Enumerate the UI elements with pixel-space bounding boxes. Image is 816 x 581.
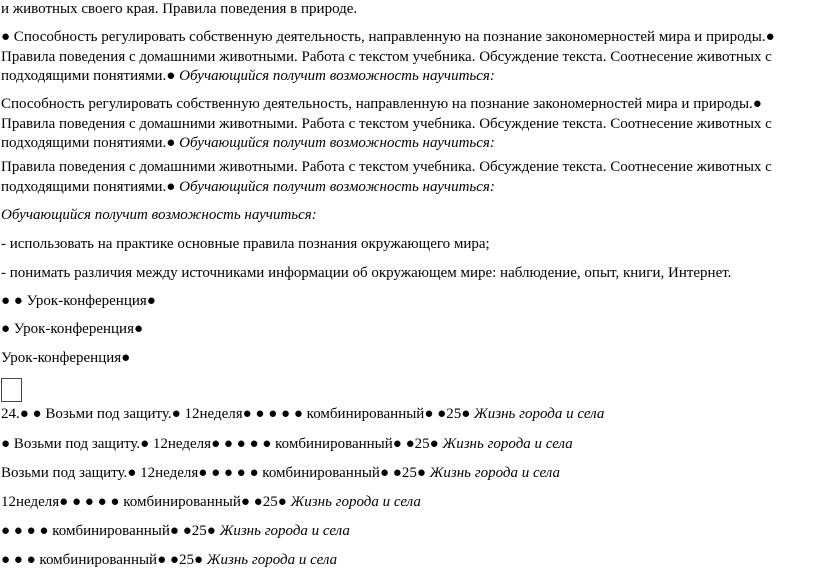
text-run: ● ● Урок-конференция●	[1, 293, 156, 309]
text-line	[1, 551, 813, 571]
text-run: ● Способность регулировать собственную деятельность, направленную на познание закономерностей мира и природы.● Правила поведения с домашними животными. Работа с текстом учебника. Обсуждение текста. Соотнесение животных с подходящими понятиями.●	[1, 29, 775, 84]
italic-run: Жизнь города и села	[442, 436, 573, 452]
text-line	[1, 435, 813, 455]
list-item	[1, 235, 813, 255]
italic-run: Жизнь города и села	[206, 552, 338, 568]
italic-run: Жизнь города и села	[290, 494, 421, 510]
paragraph	[1, 158, 813, 197]
text-run: ● ● ● ● комбинированный● ●25●	[1, 523, 220, 539]
text-run: - понимать различия между источниками информации об окружающем мире: наблюдение, опыт, книги, Интернет.	[1, 265, 732, 281]
text-run: - использовать на практике основные правила познания окружающего мира;	[1, 236, 490, 252]
italic-run: Обучающийся получит возможность научиться:	[179, 68, 495, 84]
text-line	[1, 405, 813, 425]
text-line	[1, 493, 813, 513]
text-line	[1, 320, 813, 340]
text-run: ● Урок-конференция●	[1, 321, 144, 337]
italic-run: Обучающийся получит возможность научиться:	[1, 207, 317, 223]
list-item	[1, 264, 813, 284]
italic-run: Жизнь города и села	[219, 523, 350, 539]
paragraph	[1, 206, 813, 226]
text-line	[1, 292, 813, 312]
text-run: ● Возьми под защиту.● 12неделя● ● ● ● ● комбинированный● ●25●	[1, 436, 443, 452]
text-line	[1, 349, 813, 369]
text-line	[1, 464, 813, 484]
text-run: Правила поведения с домашними животными. Работа с текстом учебника. Обсуждение текста. Соотнесение животных с подходящими понятиями.●	[1, 159, 772, 195]
text-run: Способность регулировать собственную деятельность, направленную на познание закономерностей мира и природы.● Правила поведения с домашними животными. Работа с текстом учебника. Обсуждение текста. Соотнесение животных с подходящими понятиями.●	[1, 96, 772, 151]
text-run: ● ● ● комбинированный● ●25●	[1, 552, 207, 568]
italic-run: Жизнь города и села	[474, 406, 605, 422]
text-run: 12неделя● ● ● ● ● комбинированный● ●25●	[1, 494, 291, 510]
italic-run: Жизнь города и села	[429, 465, 560, 481]
paragraph	[1, 28, 813, 87]
text-run: Урок-конференция●	[1, 350, 131, 366]
empty-box	[1, 378, 22, 402]
italic-run: Обучающийся получит возможность научиться:	[179, 178, 495, 195]
text-run: 24.● ● Возьми под защиту.● 12неделя● ● ● ● ● комбинированный● ●25●	[1, 406, 475, 422]
text-line	[1, 522, 813, 542]
text-run: Возьми под защиту.● 12неделя● ● ● ● ● комбинированный● ●25●	[1, 465, 430, 481]
italic-run: Обучающийся получит возможность научиться:	[179, 135, 495, 151]
paragraph	[1, 95, 813, 154]
text-run: и животных своего края. Правила поведения в природе.	[1, 1, 358, 17]
text-line	[1, 0, 813, 20]
